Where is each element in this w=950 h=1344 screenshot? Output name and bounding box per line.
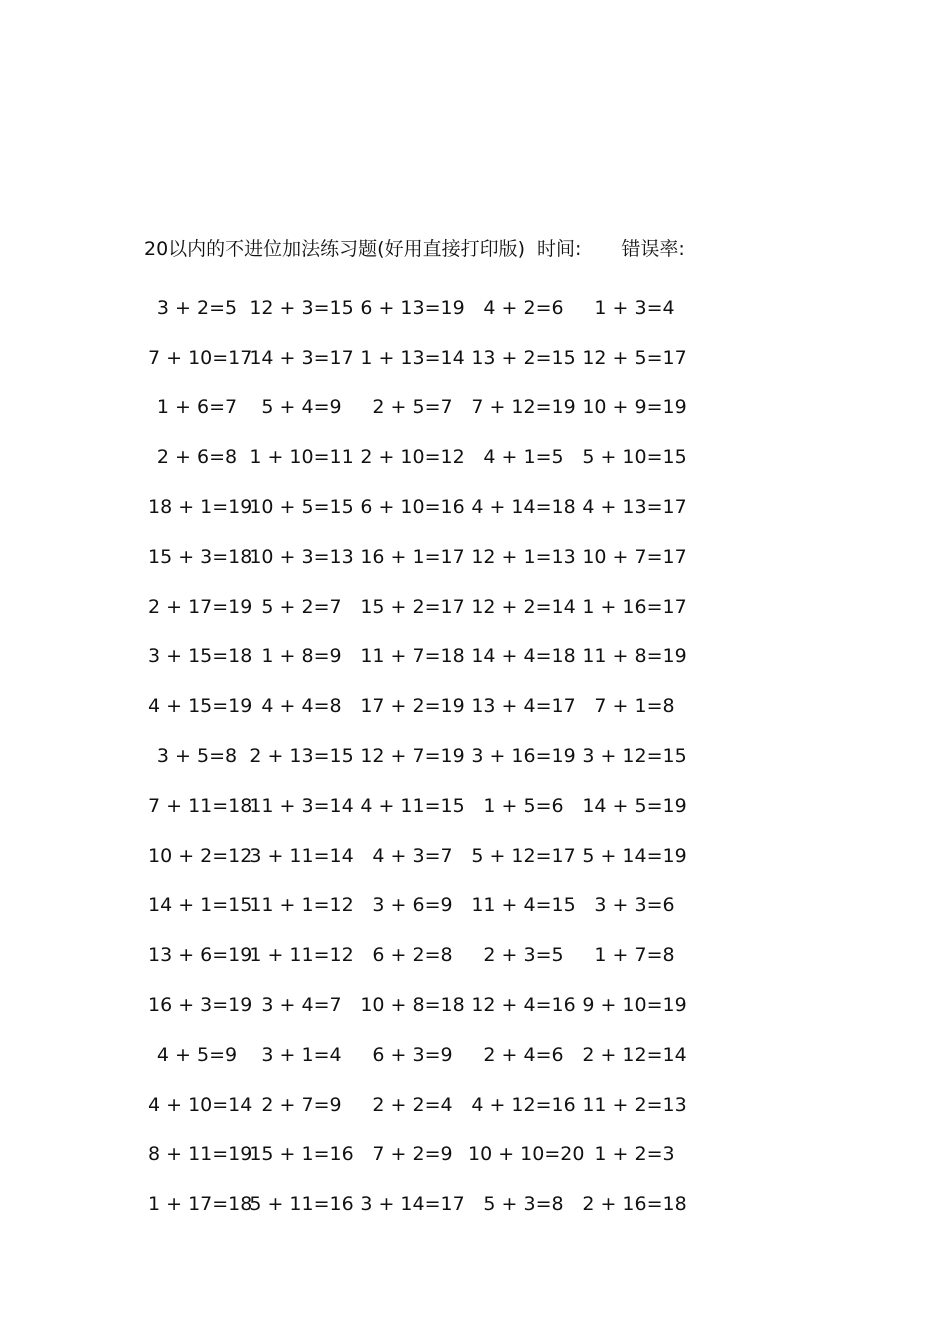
addition-problem: 15 + 3=18 [148, 545, 253, 568]
addition-problem: 12 + 4=16 [471, 994, 576, 1017]
addition-problem: 7 + 11=18 [148, 794, 253, 817]
addition-problem: 1 + 11=12 [249, 944, 354, 967]
addition-problem: 13 + 2=15 [471, 346, 576, 369]
addition-problem: 3 + 14=17 [360, 1193, 465, 1216]
addition-problem: 16 + 3=19 [148, 994, 253, 1017]
addition-problem: 16 + 1=17 [360, 545, 465, 568]
problem-row [148, 283, 748, 333]
addition-problem: 13 + 6=19 [148, 944, 253, 967]
problem-row [148, 1030, 748, 1080]
addition-problem: 17 + 2=19 [360, 695, 465, 718]
addition-problem: 3 + 4=7 [261, 994, 342, 1017]
addition-problem: 5 + 2=7 [261, 595, 342, 618]
addition-problem: 2 + 5=7 [372, 396, 453, 419]
addition-problem: 10 + 5=15 [249, 496, 354, 519]
problem-row [148, 930, 748, 980]
addition-problem: 4 + 1=5 [483, 446, 564, 469]
addition-problem: 12 + 7=19 [360, 745, 465, 768]
problem-row [148, 681, 748, 731]
addition-problem: 11 + 4=15 [471, 894, 576, 917]
addition-problem: 11 + 2=13 [582, 1093, 687, 1116]
problem-row [148, 482, 748, 532]
addition-problem: 10 + 8=18 [360, 994, 465, 1017]
addition-problem: 6 + 3=9 [372, 1043, 453, 1066]
addition-problem: 4 + 2=6 [483, 296, 564, 319]
problem-row [148, 383, 748, 433]
addition-problem: 7 + 2=9 [372, 1143, 453, 1166]
addition-problem: 10 + 10=20 [468, 1143, 585, 1166]
addition-problem: 15 + 1=16 [249, 1143, 354, 1166]
addition-problem: 6 + 10=16 [360, 496, 465, 519]
addition-problem: 11 + 1=12 [249, 894, 354, 917]
addition-problem: 1 + 16=17 [582, 595, 687, 618]
addition-problem: 11 + 3=14 [249, 794, 354, 817]
addition-problem: 12 + 2=14 [471, 595, 576, 618]
problem-row [148, 980, 748, 1030]
problem-row [148, 781, 748, 831]
worksheet-title: 20以内的不进位加法练习题(好用直接打印版) [144, 238, 526, 260]
problem-row [148, 432, 748, 482]
addition-problem: 3 + 16=19 [471, 745, 576, 768]
addition-problem: 2 + 17=19 [148, 595, 253, 618]
addition-problem: 2 + 4=6 [483, 1043, 564, 1066]
addition-problem: 11 + 7=18 [360, 645, 465, 668]
addition-problem: 14 + 1=15 [148, 894, 253, 917]
addition-problem: 14 + 3=17 [249, 346, 354, 369]
addition-problem: 14 + 4=18 [471, 645, 576, 668]
addition-problem: 5 + 14=19 [582, 844, 687, 867]
addition-problem: 3 + 1=4 [261, 1043, 342, 1066]
addition-problem: 1 + 8=9 [261, 645, 342, 668]
addition-problem: 3 + 11=14 [249, 844, 354, 867]
addition-problem: 15 + 2=17 [360, 595, 465, 618]
addition-problem: 4 + 11=15 [360, 794, 465, 817]
addition-problem: 7 + 12=19 [471, 396, 576, 419]
addition-problem: 12 + 3=15 [249, 296, 354, 319]
addition-problem: 4 + 10=14 [148, 1093, 253, 1116]
addition-problem: 3 + 12=15 [582, 745, 687, 768]
problem-row [148, 582, 748, 632]
addition-problem: 1 + 3=4 [594, 296, 675, 319]
addition-problem: 6 + 2=8 [372, 944, 453, 967]
addition-problem: 4 + 5=9 [156, 1043, 238, 1066]
addition-problem: 7 + 1=8 [594, 695, 675, 718]
addition-problem: 3 + 6=9 [372, 894, 453, 917]
problem-row [148, 1080, 748, 1130]
addition-problem: 10 + 9=19 [582, 396, 687, 419]
addition-problem: 1 + 2=3 [594, 1143, 675, 1166]
addition-problem: 11 + 8=19 [582, 645, 687, 668]
addition-problem: 10 + 2=12 [148, 844, 253, 867]
worksheet-header [144, 234, 685, 264]
problem-grid [148, 283, 748, 1229]
addition-problem: 4 + 15=19 [148, 695, 253, 718]
addition-problem: 1 + 5=6 [483, 794, 564, 817]
addition-problem: 2 + 12=14 [582, 1043, 687, 1066]
addition-problem: 8 + 11=19 [148, 1143, 253, 1166]
addition-problem: 2 + 2=4 [372, 1093, 453, 1116]
addition-problem: 4 + 3=7 [372, 844, 453, 867]
addition-problem: 12 + 5=17 [582, 346, 687, 369]
addition-problem: 3 + 5=8 [156, 745, 238, 768]
problem-row [148, 333, 748, 383]
addition-problem: 3 + 2=5 [156, 296, 238, 319]
addition-problem: 5 + 4=9 [261, 396, 342, 419]
addition-problem: 5 + 3=8 [483, 1193, 564, 1216]
addition-problem: 1 + 6=7 [156, 396, 238, 419]
addition-problem: 1 + 13=14 [360, 346, 465, 369]
addition-problem: 2 + 6=8 [156, 446, 238, 469]
addition-problem: 7 + 10=17 [148, 346, 253, 369]
addition-problem: 1 + 7=8 [594, 944, 675, 967]
addition-problem: 2 + 16=18 [582, 1193, 687, 1216]
addition-problem: 2 + 10=12 [360, 446, 465, 469]
problem-row [148, 632, 748, 682]
addition-problem: 5 + 10=15 [582, 446, 687, 469]
addition-problem: 2 + 7=9 [261, 1093, 342, 1116]
addition-problem: 4 + 12=16 [471, 1093, 576, 1116]
error-rate-label: 错误率: [621, 238, 685, 260]
addition-problem: 4 + 4=8 [261, 695, 342, 718]
problem-row [148, 532, 748, 582]
problem-row [148, 1179, 748, 1229]
addition-problem: 5 + 12=17 [471, 844, 576, 867]
addition-problem: 3 + 3=6 [594, 894, 675, 917]
addition-problem: 14 + 5=19 [582, 794, 687, 817]
addition-problem: 9 + 10=19 [582, 994, 687, 1017]
problem-row [148, 881, 748, 931]
addition-problem: 5 + 11=16 [249, 1193, 354, 1216]
addition-problem: 4 + 14=18 [471, 496, 576, 519]
addition-problem: 1 + 10=11 [249, 446, 354, 469]
problem-row [148, 831, 748, 881]
addition-problem: 3 + 15=18 [148, 645, 253, 668]
addition-problem: 4 + 13=17 [582, 496, 687, 519]
addition-problem: 10 + 7=17 [582, 545, 687, 568]
addition-problem: 13 + 4=17 [471, 695, 576, 718]
problem-row [148, 731, 748, 781]
addition-problem: 18 + 1=19 [148, 496, 253, 519]
addition-problem: 2 + 13=15 [249, 745, 354, 768]
time-label: 时间: [537, 238, 582, 260]
addition-problem: 10 + 3=13 [249, 545, 354, 568]
addition-problem: 2 + 3=5 [483, 944, 564, 967]
addition-problem: 12 + 1=13 [471, 545, 576, 568]
addition-problem: 6 + 13=19 [360, 296, 465, 319]
problem-row [148, 1130, 748, 1180]
addition-problem: 1 + 17=18 [148, 1193, 253, 1216]
